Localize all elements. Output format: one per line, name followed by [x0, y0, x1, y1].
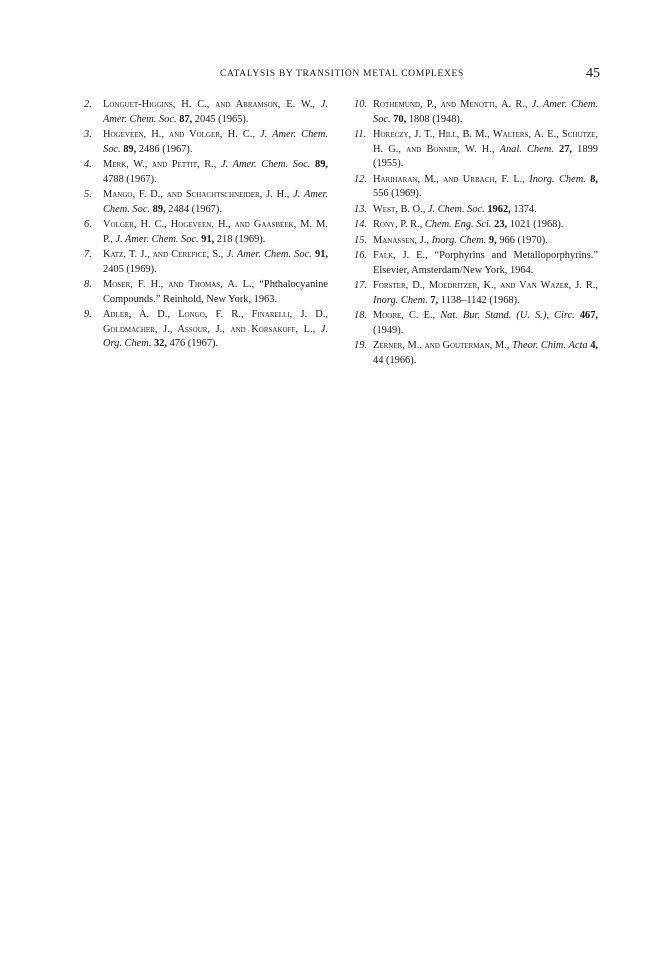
reference-number: 3.: [84, 129, 92, 140]
reference-text: 1021 (1968).: [507, 219, 564, 230]
reference-entry: [354, 279, 598, 308]
reference-entry: [354, 249, 598, 278]
reference-authors: Rothemund, P., and Menotti, A. R.: [373, 99, 525, 110]
reference-text: (1949).: [373, 324, 404, 336]
reference-volume: 27,: [559, 143, 573, 155]
reference-journal: Chem. Eng. Sci.: [424, 219, 492, 230]
reference-text: ,: [312, 323, 321, 335]
reference-journal: J. Amer. Chem. Soc.: [103, 189, 328, 215]
reference-entry: [354, 173, 598, 202]
reference-text: ,: [422, 203, 428, 215]
reference-text: ,: [110, 233, 116, 245]
reference-journal: J. Amer. Chem. Soc.: [103, 99, 328, 125]
reference-text: 44 (1966).: [373, 354, 417, 366]
reference-authors: Merk, W., and Pettit, R.: [103, 159, 214, 170]
reference-number: 2.: [84, 99, 92, 110]
reference-number: 5.: [84, 189, 92, 200]
reference-number: 19.: [354, 340, 367, 351]
references-left-column: [84, 98, 328, 353]
reference-text: 2486 (1967).: [136, 143, 193, 155]
reference-entry: [354, 203, 598, 218]
reference-number: 6.: [84, 219, 92, 230]
reference-volume: 1962,: [487, 203, 511, 215]
reference-text: 2045 (1965).: [192, 113, 249, 125]
reference-text: ,: [432, 310, 441, 321]
reference-journal: J. Amer. Chem. Soc.: [103, 129, 328, 155]
page-number: 45: [586, 66, 600, 81]
reference-entry: [354, 128, 598, 172]
reference-authors: Forster, D., Moedritzer, K., and Van Wazer, J. R.: [373, 280, 596, 291]
reference-authors: Moore, C. E.: [373, 310, 433, 321]
reference-text: 4788 (1967).: [103, 173, 157, 185]
reference-entry: [84, 128, 328, 157]
reference-entry: [84, 158, 328, 187]
reference-journal: Inorg. Chem.: [529, 173, 586, 185]
reference-volume: 32,: [154, 338, 168, 349]
reference-number: 15.: [354, 234, 367, 246]
reference-text: , “Phthalocyanine Compounds.” Reinhold, New York, 1963.: [103, 279, 328, 305]
reference-authors: Moser, F. H., and Thomas, A. L.: [103, 279, 252, 290]
reference-number: 8.: [84, 279, 92, 290]
reference-text: 476 (1967).: [167, 338, 219, 349]
reference-journal: J. Amer. Chem. Soc.: [221, 159, 311, 170]
reference-authors: Adler, A. D., Longo, F. R., Finarelli, J. D., Goldmacher, J., Assour, J., and Korsakoff, L.: [103, 309, 328, 335]
reference-text: ,: [522, 173, 530, 185]
reference-text: ,: [220, 249, 227, 260]
reference-text: ,: [426, 234, 432, 246]
reference-volume: 23,: [494, 219, 508, 230]
reference-journal: J. Org. Chem.: [103, 323, 329, 349]
reference-text: 1374.: [510, 203, 537, 215]
reference-number: 4.: [84, 159, 92, 170]
reference-volume: 4,: [590, 340, 598, 351]
reference-text: 1138–1142 (1968).: [438, 294, 520, 306]
reference-journal: Anal. Chem.: [499, 143, 554, 155]
reference-entry: [84, 278, 328, 307]
reference-volume: 7,: [430, 294, 439, 306]
reference-journal: Nat. Bur. Stand. (U. S.), Circ.: [440, 310, 575, 321]
reference-text: 218 (1969).: [214, 233, 266, 245]
page-header: [84, 66, 600, 86]
reference-text: , “Porphyrins and Metalloporphyrins.” Elsevier, Amsterdam/New York, 1964.: [373, 250, 598, 276]
reference-authors: Zerner, M., and Gouterman, M.: [373, 340, 507, 351]
reference-number: 13.: [354, 203, 367, 215]
reference-authors: Horeczy, J. T., Hill, B. M., Walters, A. E., Schutze, H. G., and Bonner, W. H.: [373, 129, 598, 155]
reference-journal: J. Amer. Chem. Soc.: [226, 249, 312, 260]
reference-text: 966 (1970).: [496, 234, 548, 246]
reference-journal: J. Amer. Chem. Soc.: [115, 233, 199, 245]
reference-volume: 91,: [315, 249, 328, 260]
reference-authors: Manassen, J.: [373, 234, 427, 246]
reference-entry: [354, 98, 598, 127]
reference-entry: [354, 234, 598, 249]
reference-volume: 89,: [315, 159, 328, 170]
reference-volume: 70,: [393, 113, 407, 125]
reference-authors: Longuet-Higgins, H. C., and Abramson, E. W.: [103, 99, 313, 110]
reference-volume: 467,: [579, 310, 598, 321]
reference-number: 18.: [354, 310, 367, 321]
running-title: CATALYSIS BY TRANSITION METAL COMPLEXES: [219, 69, 465, 79]
reference-journal: Inorg. Chem.: [373, 294, 428, 306]
reference-text: ,: [491, 143, 500, 155]
reference-entry: [84, 188, 328, 217]
reference-entry: [84, 308, 328, 352]
reference-text: ,: [419, 219, 425, 230]
reference-entry: [354, 218, 598, 233]
reference-volume: 9,: [488, 234, 497, 246]
reference-text: ,: [524, 99, 532, 110]
reference-authors: Rony, P. R.: [373, 219, 420, 230]
reference-text: ,: [312, 99, 321, 110]
reference-entry: [84, 248, 328, 277]
reference-text: ,: [286, 189, 294, 200]
reference-authors: Katz, T. J., and Cerefice, S.: [103, 249, 221, 260]
reference-text: ,: [252, 129, 260, 140]
reference-journal: Inorg. Chem.: [431, 234, 487, 246]
reference-number: 7.: [84, 249, 92, 260]
reference-volume: 87,: [179, 113, 193, 125]
reference-authors: Falk, J. E.: [373, 250, 426, 261]
reference-number: 9.: [84, 309, 92, 320]
reference-journal: Theor. Chim. Acta: [511, 340, 588, 351]
reference-entry: [354, 309, 598, 338]
reference-text: 1808 (1948).: [406, 113, 463, 125]
reference-text: ,: [595, 280, 598, 291]
reference-number: 10.: [354, 99, 367, 110]
reference-text: 2405 (1969).: [103, 263, 157, 275]
reference-volume: 8,: [590, 173, 598, 185]
reference-authors: Hariharan, M., and Urbach, F. L.: [373, 173, 523, 185]
reference-volume: 89,: [123, 143, 137, 155]
references-right-column: [354, 98, 598, 369]
reference-authors: West, B. O.: [373, 203, 423, 215]
reference-text: ,: [213, 159, 222, 170]
reference-text: 556 (1969).: [373, 188, 422, 199]
reference-number: 17.: [354, 280, 367, 291]
reference-number: 16.: [354, 250, 367, 261]
reference-volume: 91,: [201, 233, 215, 245]
reference-entry: [84, 98, 328, 127]
reference-number: 12.: [354, 173, 367, 185]
reference-text: ,: [506, 340, 512, 351]
reference-authors: Volger, H. C., Hogeveen, H., and Gaasbeek, M. M. P.: [103, 219, 328, 245]
reference-number: 11.: [354, 129, 367, 140]
reference-text: 1899 (1955).: [373, 143, 598, 169]
reference-entry: [84, 218, 328, 247]
reference-text: 2484 (1967).: [165, 203, 222, 215]
reference-number: 14.: [354, 219, 367, 230]
reference-entry: [354, 339, 598, 368]
reference-journal: J. Amer. Chem. Soc.: [373, 99, 598, 125]
reference-authors: Mango, F. D., and Schachtschneider, J. H.: [103, 189, 287, 200]
reference-authors: Hogeveen, H., and Volger, H. C.: [103, 129, 253, 140]
reference-journal: J. Chem. Soc.: [427, 203, 485, 215]
reference-volume: 89,: [152, 203, 166, 215]
